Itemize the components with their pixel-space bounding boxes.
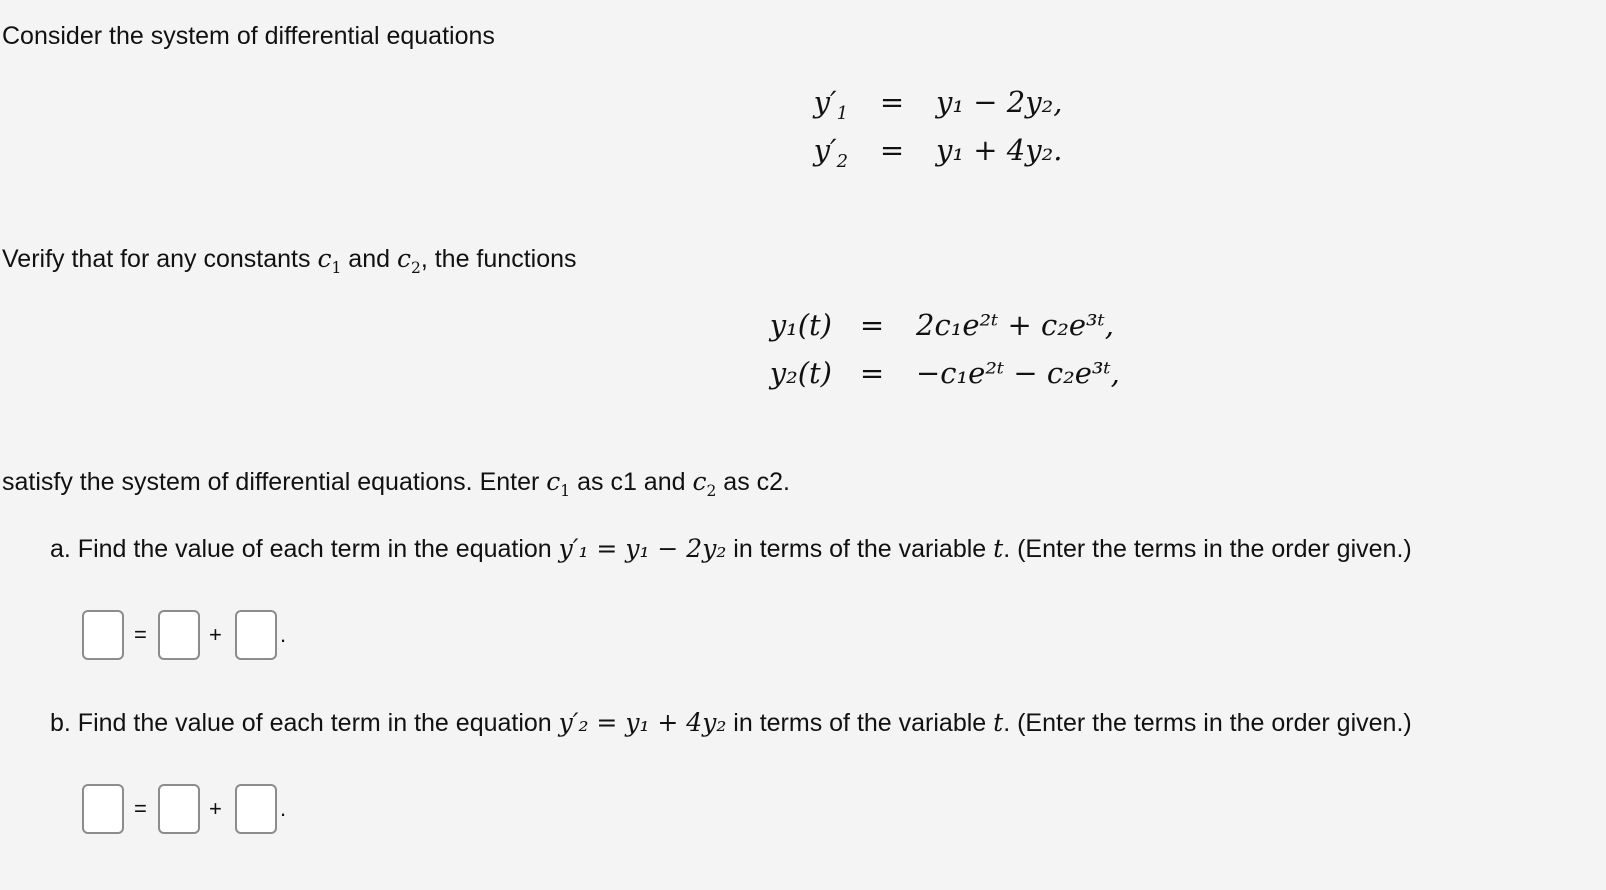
part-b-plus-sign: + (209, 796, 222, 821)
part-a-prompt: a. Find the value of each term in the equation y′₁ = y₁ − 2y₂ in terms of the variable t. (Enter the terms in the order given.) (50, 534, 1412, 563)
part-b-equals-sign: = (134, 796, 147, 821)
func-rel-2: = (859, 356, 885, 390)
part-b-term-1-input[interactable] (158, 784, 200, 834)
part-a-term-2-input[interactable] (235, 610, 277, 660)
verify-text: Verify that for any constants $c_1$ and $c_2$, the functions (2, 244, 577, 277)
ode-rhs-1: y₁ − 2y₂, (936, 85, 1063, 119)
part-a-plus-sign: + (209, 622, 222, 647)
part-b-period: . (280, 796, 287, 821)
ode-lhs-2: $y'_2$ (813, 133, 848, 172)
func-rel-1: = (859, 308, 885, 342)
part-b-term-2-input[interactable] (235, 784, 277, 834)
part-a-equals-sign: = (134, 622, 147, 647)
part-a-term-1-input[interactable] (158, 610, 200, 660)
part-a-term-lhs-input[interactable] (82, 610, 124, 660)
func-lhs-1: y₁(t) (769, 308, 832, 342)
satisfy-text: satisfy the system of differential equations. Enter $c_1$ as c1 and $c_2$ as c2. (2, 467, 791, 500)
func-rhs-1: 2c₁e²ᵗ + c₂e³ᵗ, (916, 308, 1115, 342)
solution-functions (760, 308, 1140, 408)
part-b-prompt: b. Find the value of each term in the equation y′₂ = y₁ + 4y₂ in terms of the variable t. (Enter the terms in the order given.) (50, 708, 1412, 737)
func-lhs-2: y₂(t) (769, 356, 832, 390)
ode-rel-1: = (879, 85, 905, 119)
ode-lhs-1: $y'_1$ (813, 85, 848, 124)
part-b-term-lhs-input[interactable] (82, 784, 124, 834)
ode-rel-2: = (879, 133, 905, 167)
ode-system (800, 85, 1100, 185)
ode-rhs-2: y₁ + 4y₂. (936, 133, 1063, 167)
func-rhs-2: −c₁e²ᵗ − c₂e³ᵗ, (916, 356, 1120, 390)
intro-text: Consider the system of differential equations (2, 22, 495, 50)
part-a-period: . (280, 622, 287, 647)
